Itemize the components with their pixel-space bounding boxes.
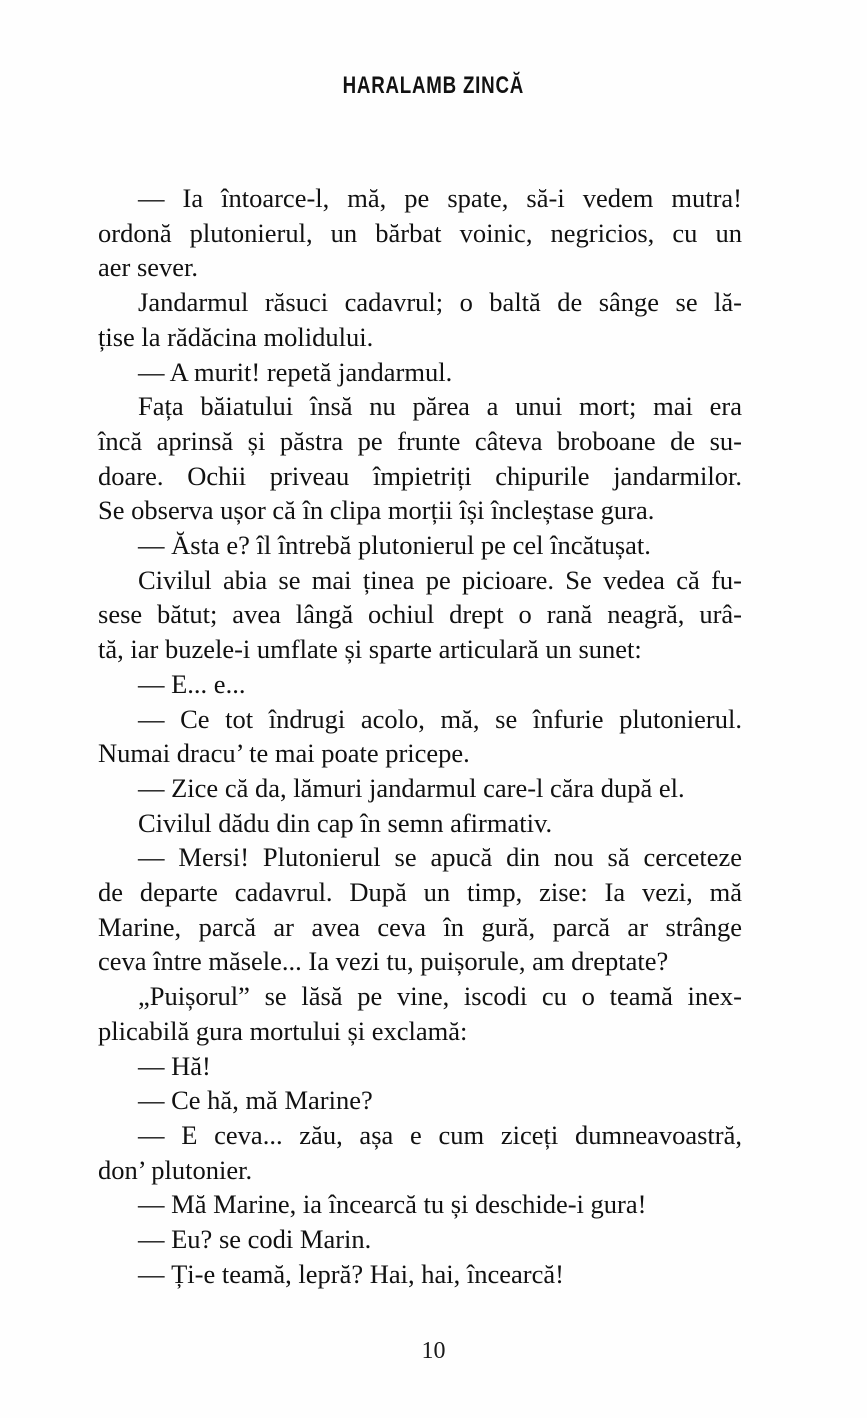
- paragraph: [98, 1118, 742, 1187]
- text-line: doare. Ochii priveau împietriți chipurile jandarmilor.: [98, 460, 742, 491]
- paragraph: [98, 1257, 742, 1292]
- paragraph: [98, 806, 742, 841]
- paragraph: [98, 1083, 742, 1118]
- paragraph: [98, 389, 742, 528]
- text-line: — Ia întoarce-l, mă, pe spate, să-i vedem mutra!: [138, 183, 742, 213]
- paragraph: [98, 285, 742, 354]
- text-line: — Eu? se codi Marin.: [138, 1224, 372, 1255]
- paragraph: [98, 355, 742, 390]
- paragraph: [98, 667, 742, 702]
- paragraph: [98, 702, 742, 771]
- text-line: — E... e...: [138, 668, 246, 699]
- text-line: aer sever.: [98, 252, 199, 283]
- text-line: — Zice că da, lămuri jandarmul care-l căra după el.: [138, 772, 685, 803]
- paragraph: [98, 528, 742, 563]
- text-line: tă, iar buzele-i umflate și sparte articulară un sunet:: [98, 634, 642, 665]
- text-line: ceva între măsele... Ia vezi tu, puișorule, am dreptate?: [98, 946, 669, 977]
- text-line: — Ți-e teamă, lepră? Hai, hai, încearcă!: [138, 1258, 564, 1289]
- text-line: Civilul dădu din cap în semn afirmativ.: [138, 807, 553, 838]
- text-line: Fața băiatului însă nu părea a unui mort; mai era: [138, 391, 742, 422]
- paragraph: [98, 840, 742, 979]
- text-line: Marine, parcă ar avea ceva în gură, parcă ar strânge: [98, 911, 742, 942]
- text-line: — Ce hă, mă Marine?: [138, 1085, 373, 1116]
- text-line: — Mersi! Plutonierul se apucă din nou să cerceteze: [138, 842, 742, 873]
- page-number: 10: [421, 1338, 446, 1364]
- text-line: „Puișorul” se lăsă pe vine, iscodi cu o teamă inex-: [138, 981, 742, 1012]
- text-line: — Ce tot îndrugi acolo, mă, se înfurie plutonierul.: [138, 703, 742, 734]
- text-line: — Hă!: [138, 1050, 211, 1081]
- text-line: ordonă plutonierul, un bărbat voinic, negricios, cu un: [98, 217, 742, 248]
- text-line: țise la rădăcina molidului.: [98, 321, 374, 352]
- text-line: — Mă Marine, ia încearcă tu și deschide-i gura!: [138, 1189, 647, 1220]
- text-line: sese bătut; avea lângă ochiul drept o rană neagră, urâ-: [98, 599, 742, 630]
- paragraph: [98, 1222, 742, 1257]
- text-line: Civilul abia se mai ținea pe picioare. Se vedea că fu-: [138, 564, 742, 595]
- paragraph: [98, 771, 742, 806]
- paragraph: [98, 1049, 742, 1084]
- body-text: [98, 181, 742, 1292]
- author-name: HARALAMB ZINCĂ: [342, 72, 525, 99]
- text-line: — A murit! repetă jandarmul.: [138, 356, 453, 387]
- text-line: Numai dracu’ te mai poate pricepe.: [98, 738, 470, 769]
- text-line: de departe cadavrul. După un timp, zise: Ia vezi, mă: [98, 877, 742, 908]
- paragraph: [98, 979, 742, 1048]
- paragraph: [98, 1187, 742, 1222]
- text-line: Se observa ușor că în clipa morții își încleștase gura.: [98, 495, 655, 526]
- paragraph: [98, 563, 742, 667]
- running-header-author: [0, 72, 867, 100]
- text-line: plicabilă gura mortului și exclamă:: [98, 1015, 468, 1046]
- text-line: — Ăsta e? îl întrebă plutonierul pe cel încătușat.: [138, 530, 651, 561]
- text-line: Jandarmul răsuci cadavrul; o baltă de sânge se lă-: [138, 287, 742, 318]
- text-line: — E ceva... zău, așa e cum ziceți dumneavoastră,: [138, 1119, 742, 1150]
- text-line: don’ plutonier.: [98, 1154, 253, 1185]
- text-line: încă aprinsă și păstra pe frunte câteva broboane de su-: [98, 425, 742, 456]
- paragraph: [98, 181, 742, 285]
